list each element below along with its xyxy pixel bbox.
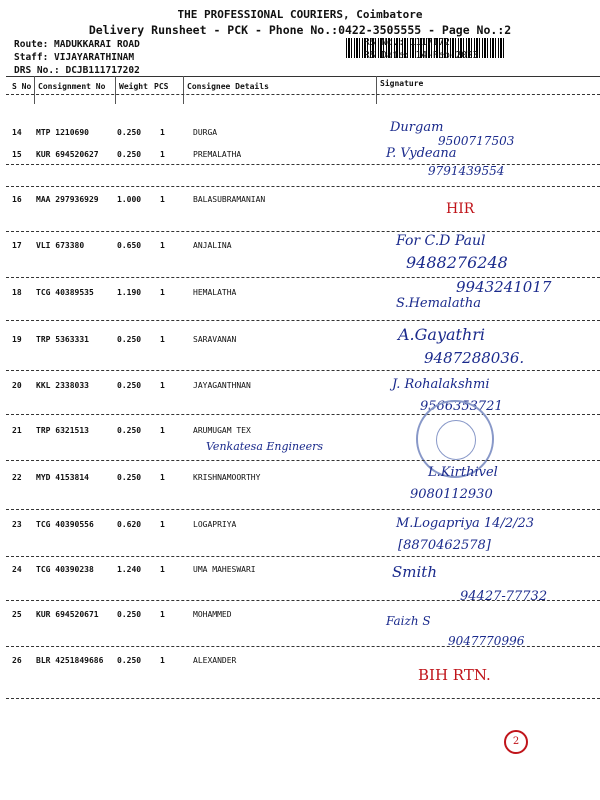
row-pcs: 1 bbox=[160, 150, 165, 159]
row-signature-phone: [8870462578] bbox=[398, 538, 491, 553]
row-note-company: Venkatesa Engineers bbox=[206, 440, 324, 453]
row-consignee: HEMALATHA bbox=[193, 288, 237, 297]
row-signature-phone: 9791439554 bbox=[428, 164, 505, 178]
row-divider bbox=[6, 370, 600, 371]
row-weight: 0.650 bbox=[117, 241, 142, 250]
row-consignment: TCG 40390238 bbox=[36, 565, 94, 574]
row-sno: 24 bbox=[12, 565, 22, 574]
company-title: THE PROFESSIONAL COURIERS, Coimbatore bbox=[177, 8, 423, 21]
row-signature: A.Gayathri bbox=[398, 325, 486, 344]
row-consignee: UMA MAHESWARI bbox=[193, 565, 256, 574]
table-row bbox=[0, 422, 600, 468]
table-row bbox=[0, 377, 600, 423]
row-sno: 17 bbox=[12, 241, 22, 250]
row-pcs: 1 bbox=[160, 288, 165, 297]
row-signature-phone: 94427-77732 bbox=[460, 589, 548, 604]
col-divider bbox=[376, 76, 377, 104]
row-divider bbox=[6, 698, 600, 699]
runsheet-title: Delivery Runsheet - PCK - Phone No.:0422-3505555 - Page No.:2 bbox=[88, 23, 512, 37]
table-row bbox=[0, 278, 600, 330]
row-weight: 0.250 bbox=[117, 335, 142, 344]
row-consignment: VLI 673380 bbox=[36, 241, 85, 250]
row-signature: Faizh S bbox=[386, 614, 431, 628]
row-consignment: TRP 6321513 bbox=[36, 426, 89, 435]
row-signature-phone: 9566353721 bbox=[420, 399, 503, 414]
row-signature: Durgam bbox=[390, 120, 444, 135]
table-row bbox=[0, 652, 600, 698]
col-divider bbox=[34, 76, 35, 104]
row-consignment: TCG 40389535 bbox=[36, 288, 94, 297]
page-mark: 2 bbox=[504, 730, 528, 754]
row-consignee: LOGAPRIYA bbox=[193, 520, 237, 529]
header-top-rule bbox=[6, 76, 600, 77]
row-consignee: BALASUBRAMANIAN bbox=[193, 195, 266, 204]
row-pcs: 1 bbox=[160, 520, 165, 529]
row-weight: 0.250 bbox=[117, 381, 142, 390]
row-weight: 1.240 bbox=[117, 565, 142, 574]
row-weight: 0.250 bbox=[117, 426, 142, 435]
row-consignee: PREMALATHA bbox=[193, 150, 242, 159]
staff-label: Staff: VIJAYARATHINAM bbox=[14, 52, 135, 63]
row-sno: 20 bbox=[12, 381, 22, 390]
row-pcs: 1 bbox=[160, 610, 165, 619]
row-sno: 16 bbox=[12, 195, 22, 204]
row-divider bbox=[6, 646, 600, 647]
row-consignment: TRP 5363331 bbox=[36, 335, 89, 344]
row-weight: 0.250 bbox=[117, 150, 142, 159]
row-weight: 0.250 bbox=[117, 473, 142, 482]
row-sno: 23 bbox=[12, 520, 22, 529]
row-pcs: 1 bbox=[160, 565, 165, 574]
row-divider bbox=[6, 556, 600, 557]
row-sno: 14 bbox=[12, 128, 22, 137]
row-consignment: MTP 1210690 bbox=[36, 128, 89, 137]
row-divider bbox=[6, 320, 600, 321]
header-bottom-rule bbox=[6, 94, 600, 95]
col-divider bbox=[115, 76, 116, 104]
row-consignee: ALEXANDER bbox=[193, 656, 237, 665]
rs-date: RS Date: 14-Feb-2023 bbox=[364, 50, 479, 61]
row-signature-phone: 9488276248 bbox=[406, 253, 508, 272]
row-sno: 21 bbox=[12, 426, 22, 435]
row-divider bbox=[6, 186, 600, 187]
row-pcs: 1 bbox=[160, 195, 165, 204]
col-header-pcs: PCS bbox=[154, 82, 169, 91]
row-consignee: SARAVANAN bbox=[193, 335, 237, 344]
row-weight: 0.250 bbox=[117, 610, 142, 619]
route-label: Route: MADUKKARAI ROAD bbox=[14, 39, 140, 50]
row-signature: P. Vydeana bbox=[386, 146, 457, 161]
row-weight: 0.250 bbox=[117, 656, 142, 665]
row-sno: 22 bbox=[12, 473, 22, 482]
row-divider bbox=[6, 460, 600, 461]
row-consignment: MYD 4153814 bbox=[36, 473, 89, 482]
row-weight: 0.620 bbox=[117, 520, 142, 529]
row-divider bbox=[6, 509, 600, 510]
col-header-consignment: Consignment No bbox=[38, 82, 106, 91]
row-consignee: ANJALINA bbox=[193, 241, 232, 250]
row-consignment: KKL 2338033 bbox=[36, 381, 89, 390]
row-pcs: 1 bbox=[160, 473, 165, 482]
col-header-consignee: Consignee Details bbox=[187, 82, 269, 91]
row-consignment: TCG 40390556 bbox=[36, 520, 94, 529]
row-divider bbox=[6, 600, 600, 601]
row-signature: For C.D Paul bbox=[396, 233, 486, 249]
row-consignment: MAA 297936929 bbox=[36, 195, 99, 204]
row-signature: Smith bbox=[392, 563, 437, 581]
col-header-signature: Signature bbox=[380, 79, 424, 88]
row-signature: M.Logapriya 14/2/23 bbox=[396, 516, 535, 531]
row-consignee: JAYAGANTHNAN bbox=[193, 381, 251, 390]
row-signature-phone: 9047770996 bbox=[448, 634, 525, 648]
drs-number: DRS No.: DCJB111717202 bbox=[14, 65, 140, 76]
row-signature: BIH RTN. bbox=[418, 666, 491, 684]
row-pcs: 1 bbox=[160, 128, 165, 137]
row-sno: 19 bbox=[12, 335, 22, 344]
row-consignment: KUR 694520671 bbox=[36, 610, 99, 619]
col-header-sno: S No bbox=[12, 82, 32, 91]
row-consignee: DURGA bbox=[193, 128, 218, 137]
row-signature-phone: 9500717503 bbox=[438, 134, 515, 148]
row-sno: 15 bbox=[12, 150, 22, 159]
row-pcs: 1 bbox=[160, 335, 165, 344]
row-sno: 18 bbox=[12, 288, 22, 297]
row-divider bbox=[6, 231, 600, 232]
row-consignment: BLR 4251849686 bbox=[36, 656, 104, 665]
row-signature: L.Kirthivel bbox=[428, 465, 498, 480]
col-divider bbox=[183, 76, 184, 104]
row-signature: HIR bbox=[446, 201, 475, 217]
row-signature-phone: 9943241017 bbox=[456, 278, 552, 296]
row-signature-phone: 9487288036. bbox=[424, 349, 525, 367]
row-sno: 26 bbox=[12, 656, 22, 665]
row-consignee: MOHAMMED bbox=[193, 610, 232, 619]
row-pcs: 1 bbox=[160, 656, 165, 665]
row-consignment: KUR 694520627 bbox=[36, 150, 99, 159]
row-signature-phone: 9080112930 bbox=[410, 487, 493, 502]
row-pcs: 1 bbox=[160, 426, 165, 435]
row-pcs: 1 bbox=[160, 381, 165, 390]
row-consignee: KRISHNAMOORTHY bbox=[193, 473, 261, 482]
row-consignee: ARUMUGAM TEX bbox=[193, 426, 251, 435]
row-weight: 1.190 bbox=[117, 288, 142, 297]
row-weight: 1.000 bbox=[117, 195, 142, 204]
row-signature: J. Rohalakshmi bbox=[392, 377, 490, 392]
col-header-weight: Weight bbox=[119, 82, 148, 91]
row-sno: 25 bbox=[12, 610, 22, 619]
row-pcs: 1 bbox=[160, 241, 165, 250]
row-divider bbox=[6, 414, 600, 415]
row-signature: S.Hemalatha bbox=[396, 296, 481, 311]
row-weight: 0.250 bbox=[117, 128, 142, 137]
rs-number: RS No.: 1117172 bbox=[364, 37, 450, 48]
